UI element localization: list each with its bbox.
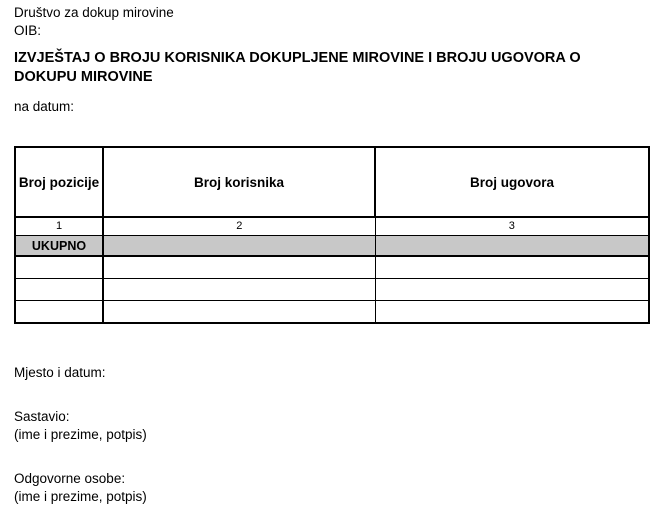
row-korisnika-value bbox=[104, 289, 375, 290]
column-number-3: 3 bbox=[375, 217, 649, 236]
total-row-ugovora-cell[interactable] bbox=[375, 236, 649, 257]
row-korisnika-value bbox=[104, 267, 375, 268]
total-row-korisnika-cell[interactable] bbox=[103, 236, 375, 257]
row-pozicija-cell[interactable] bbox=[15, 279, 103, 301]
place-and-date-label: Mjesto i datum: bbox=[14, 365, 106, 380]
column-header-broj-korisnika: Broj korisnika bbox=[103, 147, 375, 217]
row-korisnika-cell[interactable] bbox=[103, 301, 375, 324]
company-name: Društvo za dokup mirovine bbox=[14, 5, 174, 20]
row-korisnika-cell[interactable] bbox=[103, 279, 375, 301]
total-row-label: UKUPNO bbox=[15, 236, 103, 257]
prepared-by-hint: (ime i prezime, potpis) bbox=[14, 427, 147, 442]
table-row bbox=[15, 301, 649, 324]
row-ugovora-value bbox=[376, 289, 649, 290]
table-row bbox=[15, 279, 649, 301]
table-column-number-row bbox=[15, 217, 649, 236]
row-pozicija-cell[interactable] bbox=[15, 301, 103, 324]
row-ugovora-cell[interactable] bbox=[375, 301, 649, 324]
report-table bbox=[14, 146, 650, 324]
prepared-by-label: Sastavio: bbox=[14, 409, 70, 424]
table-header-row bbox=[15, 147, 649, 217]
row-pozicija-value bbox=[16, 311, 102, 312]
row-ugovora-value bbox=[376, 267, 649, 268]
footer-spacer-2 bbox=[14, 444, 514, 470]
column-number-2: 2 bbox=[103, 217, 375, 236]
column-number-1: 1 bbox=[15, 217, 103, 236]
row-korisnika-value bbox=[104, 311, 375, 312]
responsible-persons-hint: (ime i prezime, potpis) bbox=[14, 489, 147, 504]
as-of-date-label: na datum: bbox=[14, 99, 75, 114]
oib-label: OIB: bbox=[14, 23, 42, 38]
row-pozicija-cell[interactable] bbox=[15, 256, 103, 279]
row-korisnika-cell[interactable] bbox=[103, 256, 375, 279]
row-ugovora-cell[interactable] bbox=[375, 256, 649, 279]
page-title: IZVJEŠTAJ O BROJU KORISNIKA DOKUPLJENE MIROVINE I BROJU UGOVORA O DOKUPU MIROVINE bbox=[14, 50, 581, 85]
row-ugovora-cell[interactable] bbox=[375, 279, 649, 301]
row-ugovora-value bbox=[376, 311, 649, 312]
total-row-korisnika-value bbox=[104, 245, 375, 246]
row-pozicija-value bbox=[16, 289, 102, 290]
column-header-broj-pozicije: Broj pozicije bbox=[15, 147, 103, 217]
responsible-persons-label: Odgovorne osobe: bbox=[14, 471, 126, 486]
column-header-broj-ugovora: Broj ugovora bbox=[375, 147, 649, 217]
total-row-ugovora-value bbox=[376, 245, 649, 246]
row-pozicija-value bbox=[16, 267, 102, 268]
table-total-row bbox=[15, 236, 649, 257]
table-row bbox=[15, 256, 649, 279]
document-footer bbox=[14, 364, 514, 506]
document-header bbox=[14, 4, 634, 116]
footer-spacer-1 bbox=[14, 382, 514, 408]
